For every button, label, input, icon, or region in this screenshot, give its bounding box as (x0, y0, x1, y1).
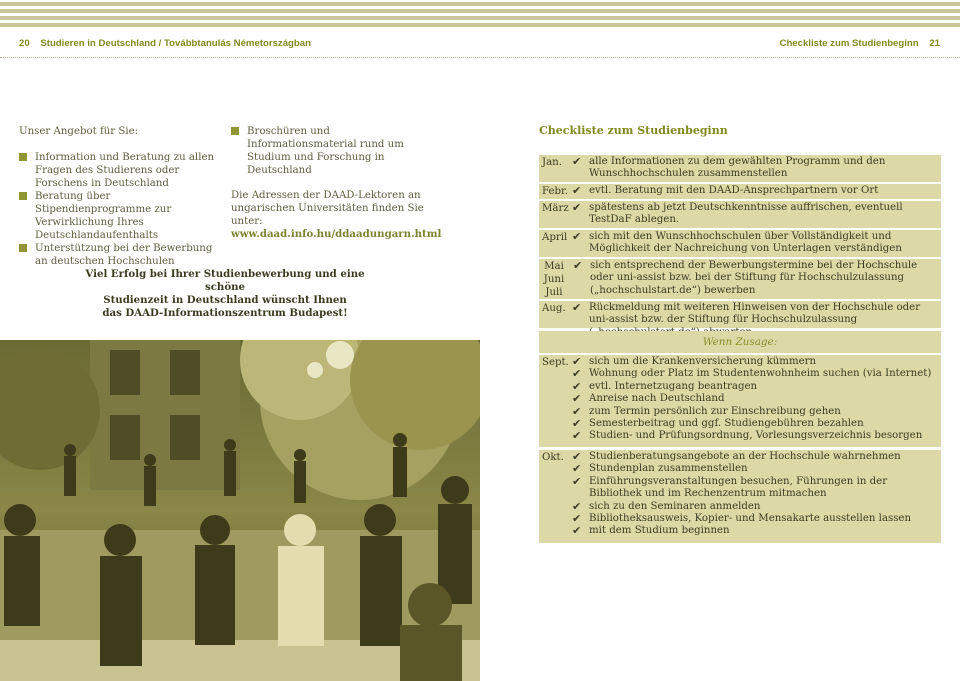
checklist-row (539, 184, 941, 199)
top-stripe (0, 23, 960, 27)
month-label: Aug. (542, 303, 566, 314)
checklist-item: ✔ sich zu den Seminaren anmelden (572, 499, 761, 513)
campus-crowd-photo (0, 340, 480, 681)
lektoren-text: Die Adressen der DAAD-Lektoren an ungarischen Universitäten finden Sie unter: (231, 190, 424, 227)
square-bullet-icon (231, 127, 239, 135)
offer-item: Information und Beratung zu allen Fragen des Studierens oder Forschens in Deutschland (19, 151, 219, 190)
checklist-row (539, 230, 941, 257)
closing-message: Viel Erfolg bei Ihrer Studienbewerbung und eine schöne Studienzeit in Deutschland wünscht Ihnen das DAAD-Informationszentrum Budapest! (85, 268, 365, 319)
checklist-item: ✔ Wohnung oder Platz im Studentenwohnheim suchen (via Internet) (572, 367, 932, 381)
right-running-title: Checkliste zum Studienbeginn (779, 38, 919, 49)
checklist-row (539, 201, 941, 228)
checklist-row (539, 450, 941, 543)
square-bullet-icon (19, 192, 27, 200)
month-label: Okt. (542, 452, 564, 463)
checklist-row (539, 355, 941, 447)
checklist-item: ✔ alle Informationen zu dem gewählten Programm und den Wunschhochschulen zusammenstellen (572, 155, 886, 180)
checklist-item: ✔ evtl. Beratung mit den DAAD-Ansprechpartnern vor Ort (572, 184, 879, 197)
top-stripe (0, 9, 960, 13)
checkmark-icon: ✔ (572, 512, 582, 526)
wenn-zusage-heading: Wenn Zusage: (539, 331, 941, 353)
campus-crowd-illustration (0, 340, 480, 681)
brochure-item: Broschüren und Informationsmaterial rund um Studium und Forschung in Deutschland (231, 125, 431, 177)
checklist-item: ✔ sich um die Krankenversicherung kümmern (572, 355, 817, 368)
month-label: Jan. (542, 157, 562, 168)
offer-block (19, 125, 219, 268)
checklist-item: ✔ Studien- und Prüfungsordnung, Vorlesungsverzeichnis besorgen (572, 429, 923, 443)
offer-intro: Unser Angebot für Sie: (19, 126, 139, 137)
info-block (231, 125, 442, 241)
checkmark-icon: ✔ (572, 230, 582, 243)
checkmark-icon: ✔ (572, 474, 582, 488)
left-running-title: Studieren in Deutschland / Továbbtanulás Németországban (40, 38, 311, 49)
left-page-header (19, 38, 311, 49)
month-label: Mai Juni Juli (543, 261, 565, 298)
checklist-item: ✔ Semesterbeitrag und ggf. Studiengebühren bezahlen (572, 417, 864, 431)
offer-item: Unterstützung bei der Bewerbung an deutschen Hochschulen (19, 242, 219, 268)
checklist-item: ✔ Stundenplan zusammenstellen (572, 462, 748, 476)
month-label: April (542, 232, 568, 243)
checkmark-icon: ✔ (572, 524, 582, 538)
checkmark-icon: ✔ (572, 462, 582, 476)
checkmark-icon: ✔ (572, 429, 582, 443)
checkmark-icon: ✔ (572, 379, 582, 393)
checkmark-icon: ✔ (573, 259, 583, 272)
left-page-number: 20 (19, 38, 30, 49)
checklist-row (539, 259, 941, 299)
checklist-item: ✔ Studienberatungsangebote an der Hochschule wahrnehmen (572, 450, 901, 463)
daad-link[interactable]: www.daad.info.hu/ddaadungarn.html (231, 228, 442, 240)
top-stripe (0, 2, 960, 6)
offer-item: Beratung über Stipendienprogramme zur Verwirklichung Ihres Deutschlandaufenthalts (19, 190, 219, 242)
checklist-item: ✔ spätestens ab jetzt Deutschkenntnisse auffrischen, eventuell TestDaF ablegen. (572, 201, 903, 226)
checkmark-icon: ✔ (572, 184, 582, 197)
checklist-item: ✔ zum Termin persönlich zur Einschreibung gehen (572, 404, 841, 418)
top-stripe (0, 16, 960, 20)
checkmark-icon: ✔ (572, 404, 582, 418)
checklist-row (539, 301, 941, 328)
checklist-item: ✔ sich mit den Wunschhochschulen über Vollständigkeit und Möglichkeit der Nachreichung von Unterlagen verständigen (572, 230, 902, 255)
checkmark-icon: ✔ (572, 367, 582, 381)
right-page-header (780, 38, 940, 49)
checklist-item: ✔ Einführungsveranstaltungen besuchen, Führungen in der Bibliothek und im Rechenzentrum mitmachen (572, 474, 888, 500)
checkmark-icon: ✔ (572, 201, 582, 214)
month-label: Sept. (542, 357, 569, 368)
checkmark-icon: ✔ (572, 499, 582, 513)
checklist-item: ✔ evtl. Internetzugang beantragen (572, 379, 758, 393)
header-divider (0, 57, 960, 58)
checkmark-icon: ✔ (572, 450, 582, 463)
checkmark-icon: ✔ (572, 355, 582, 368)
checkmark-icon: ✔ (572, 301, 582, 314)
month-label: März (542, 203, 569, 214)
month-label: Febr. (542, 186, 569, 197)
checklist-item: ✔ sich entsprechend der Bewerbungstermine bei der Hochschule oder uni-assist bzw. bei der Stiftung für Hochschulzulassung („hochschulstart.de“) bewerben (573, 259, 918, 296)
checkmark-icon: ✔ (572, 392, 582, 406)
checklist-item: ✔ Bibliotheksausweis, Kopier- und Mensakarte ausstellen lassen (572, 512, 912, 526)
right-page-number: 21 (929, 38, 940, 49)
checklist-item: ✔ Rückmeldung mit weiteren Hinweisen von der Hochschule oder uni-assist bzw. der Stiftung für Hochschulzulassung (572, 301, 921, 326)
square-bullet-icon (19, 244, 27, 252)
checklist-item: ✔ Anreise nach Deutschland (572, 392, 725, 406)
checkmark-icon: ✔ (572, 417, 582, 431)
checklist-title: Checkliste zum Studienbeginn (539, 124, 728, 137)
checklist-item: ✔ mit dem Studium beginnen (572, 524, 730, 538)
square-bullet-icon (19, 153, 27, 161)
checklist-row (539, 155, 941, 182)
checkmark-icon: ✔ (572, 155, 582, 168)
